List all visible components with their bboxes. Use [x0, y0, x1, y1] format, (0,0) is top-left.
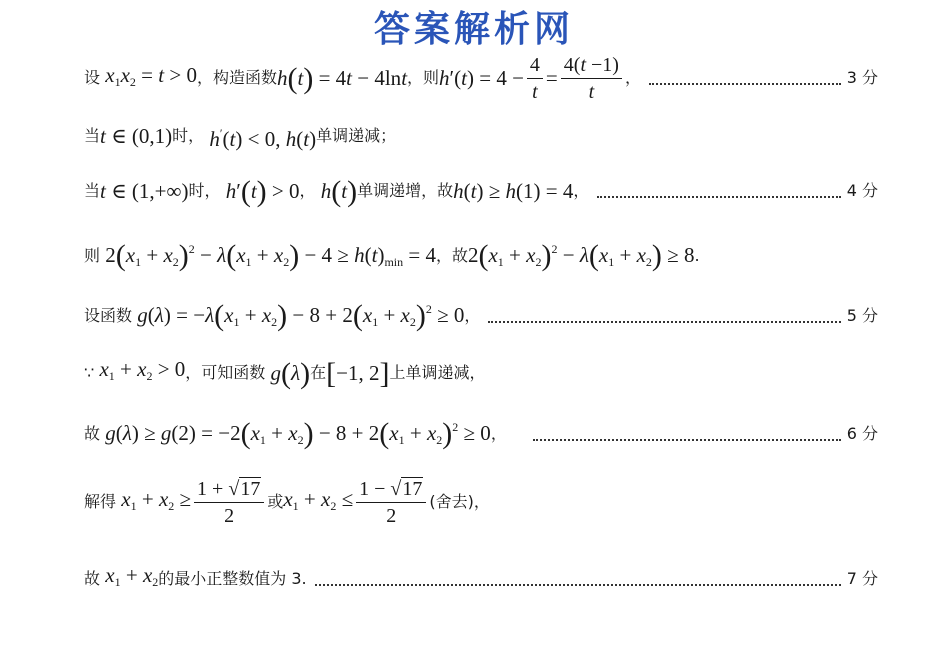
- step-line-2: [84, 120, 878, 152]
- text-segment: ，构造函数: [196, 68, 277, 87]
- text-segment: 解得: [84, 492, 117, 511]
- step-content: [84, 414, 507, 453]
- fraction: $\frac{4(t -1)}{t}$: [561, 54, 622, 103]
- dotted-leader: [649, 83, 841, 85]
- step-line-9: [84, 562, 878, 595]
- text-segment: 上单调递减，: [389, 362, 486, 382]
- formula: $g(\lambda) = -\lambda(x_1 + x_2) - 8 + 2(x_1 + x_2)^2 \ge 0$: [137, 299, 465, 332]
- fraction: $\frac{1 - √17}{2}$: [356, 478, 426, 527]
- step-line-6: [84, 356, 878, 389]
- formula: h′(t) = 4 −: [439, 66, 524, 90]
- text-segment: 在: [310, 362, 327, 382]
- step-content: [84, 356, 486, 389]
- text-segment: 时，: [172, 126, 205, 145]
- text-segment: ，: [464, 305, 481, 325]
- formula: h′(t) < 0, h(t): [209, 126, 317, 151]
- formula: h(t) = 4t − 4lnt: [276, 62, 408, 95]
- text-segment: ，: [624, 68, 641, 87]
- text-segment: 时，: [188, 181, 221, 200]
- text-segment: 则: [84, 245, 101, 265]
- text-segment: 的最小正整数值为 3.: [158, 568, 307, 588]
- text-segment: 当: [84, 126, 101, 145]
- dotted-leader: [315, 584, 841, 586]
- text-segment: 设函数: [84, 305, 133, 325]
- step-content: [84, 175, 590, 208]
- text-segment: 故: [84, 423, 101, 443]
- fraction: $\frac{4}{t}$: [527, 54, 543, 103]
- dotted-leader: [597, 196, 840, 198]
- dotted-leader: [488, 321, 840, 323]
- formula: $x_1 + x_2$ ≥: [121, 486, 192, 513]
- text-segment: ，: [299, 181, 316, 200]
- text-segment: .: [694, 245, 700, 265]
- score-label: 7 分: [846, 568, 878, 588]
- formula: t ∈ (1,+∞): [100, 179, 189, 203]
- formula: h′(t) > 0: [225, 175, 300, 208]
- step-content: [84, 562, 307, 595]
- score-label: 5 分: [846, 305, 878, 325]
- step-content: [84, 478, 490, 527]
- step-line-3: [84, 175, 878, 208]
- step-content: [84, 120, 396, 152]
- text-segment: ，: [573, 181, 590, 200]
- formula: g(λ): [270, 356, 311, 390]
- step-line-4: [84, 236, 878, 275]
- formula: t ∈ (0,1): [100, 124, 173, 148]
- score-label: 6 分: [846, 423, 878, 443]
- formula: [−1, 2]: [326, 356, 390, 390]
- text-segment: 或: [267, 492, 284, 511]
- step-line-5: [84, 296, 878, 335]
- score-label: 3 分: [846, 68, 878, 87]
- formula: h(t) ≥ h(1) = 4: [453, 179, 574, 203]
- formula: $x_1 + x_2$: [105, 563, 159, 589]
- text-segment: 单调递减；: [316, 126, 397, 145]
- formula: $2(x_1 + x_2)^2 - \lambda(x_1 + x_2) \ge 8$: [467, 239, 695, 272]
- score-label: 4 分: [846, 181, 878, 200]
- text-segment: ，可知函数: [185, 362, 266, 382]
- text-segment: ∵: [84, 362, 95, 382]
- step-line-1: [84, 53, 878, 103]
- text-segment: (舍去)，: [429, 492, 490, 511]
- formula: $2(x_1 + x_2)^2 - \lambda(x_1 + x_2) - 4 \ge h(t)_{min} = 4$: [100, 239, 436, 272]
- dotted-leader: [533, 439, 841, 441]
- fraction: $\frac{1 + √17}{2}$: [194, 478, 264, 527]
- step-content: [84, 236, 700, 275]
- formula: =: [545, 66, 558, 90]
- text-segment: ，故: [435, 245, 468, 265]
- text-segment: 设: [84, 68, 101, 87]
- text-segment: 故: [84, 568, 101, 588]
- formula: $x_1x_2 = t > 0$: [105, 62, 197, 89]
- text-segment: ，则: [407, 68, 440, 87]
- text-segment: ，: [490, 423, 507, 443]
- text-segment: 当: [84, 181, 101, 200]
- text-segment: 单调递增，故: [357, 181, 454, 200]
- formula: h(t): [320, 175, 358, 208]
- step-content: [84, 296, 480, 335]
- formula: $x_1 + x_2 > 0$: [99, 357, 186, 383]
- step-line-8: [84, 474, 878, 530]
- watermark-logo: 答案解析网: [373, 8, 574, 50]
- formula: $x_1 + x_2$ ≤: [283, 486, 354, 513]
- step-content: [84, 54, 641, 103]
- step-line-7: [84, 414, 878, 453]
- formula: $g(\lambda) \ge g(2) = -2(x_1 + x_2) - 8 + 2(x_1 + x_2)^2 \ge 0$: [105, 417, 491, 450]
